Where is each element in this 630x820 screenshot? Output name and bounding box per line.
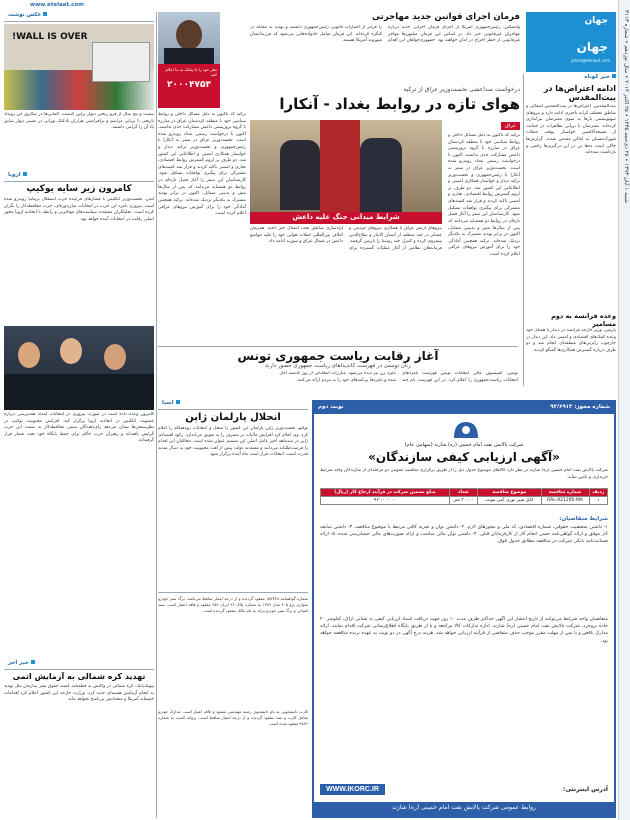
ad-number: شماره مجوز: ۹۳/۶۹۱۳ <box>550 404 610 410</box>
tunisia-body: تونس، کمیسیون عالی انتخابات تونس فهرست نامزدهای انتخابات ریاست‌جمهوری را اعلام کرد. در این فهرست نام چند نامزد زن نیز دیده می‌شود. مبارزات انتخاباتی از روز گذشته آغاز شده و نامزدها برنامه‌های خود را به مردم ارائه می‌کنند. <box>280 371 518 383</box>
lead-body-continued: ترکیه که تاکنون به دلیل مسائل داخلی و روابط سیاسی خود با منطقه کردستان عراق در مبارزه با گروه تروریستی داعش مشارکت جدی نداشته، اکنون با درخواست رسمی بغداد روبه‌رو شده است. نخست‌وزیر عراق در سفر به آنکارا با رئیس‌جمهوری و نخست‌وزیر ترکیه دیدار و خواستار همکاری امنیتی و اطلاعاتی این کشور شد. دو طرف بر لزوم گسترش روابط اقتصادی، تجاری و امنیتی تاکید کردند و قرار شد کمیته‌های مشترکی برای پیگیری توافقات تشکیل شود. کارشناسان این سفر را آغاز فصل تازه‌ای در روابط دو همسایه می‌دانند که پس از سال‌ها تنش و بدبینی متقابل، اکنون در برابر تهدید مشترک به یکدیگر نزدیک شده‌اند. ترکیه همچنین آمادگی خود را برای آموزش نیروهای عراقی اعلام کرده است. <box>158 112 246 217</box>
obama-story <box>250 12 520 82</box>
picture-news-label-bar <box>4 12 154 22</box>
header-strip <box>0 0 630 12</box>
europe-body: لندن، نخست‌وزیر انگلیس با فشارهای فزاینده حزب استقلال بریتانیا روبه‌رو شده است. پیروزی نامزد این حزب در انتخابات میان‌دوره‌ای، حزب محافظه‌کار را نگران کرده است. تحلیلگران معتقدند سیاست‌های مهاجرتی و رابطه با اتحادیه اروپا محور اصلی رقابت در انتخابات آینده خواهد بود. <box>4 197 154 222</box>
date-line: شنبه ۱ آبان ۱۳۹۳ • ۲۸ ذی‌حجه ۱۴۳۵ • ۲۵ اکتبر ۲۰۱۴ • سال نوزدهم • شماره ۳۱۱۳ <box>623 10 629 203</box>
region-tag: عراق <box>501 122 520 130</box>
classifieds-text: شماره گواهینامه ۱۵۲۳۴۸ مفقود گردیده و از درجه اعتبار ساقط می‌باشد. برگ سبز خودرو سواری پژو ۴۰۵ مدل ۱۳۸۹ به شماره پلاک ۲۲ ایران ۴۵۶ مفقود و فاقد اعتبار است. سند کمپانی و برگ سبز خودرو پراید به نام مالک مفقود گردیده است. <box>158 596 308 613</box>
brief-body: بیت‌المقدس، اعتراض‌ها در بیت‌المقدس اشغالی و مناطق مختلف کرانه باختری ادامه دارد و نیروهای صهیونیستی بارها به سوی معترضان تیراندازی کرده‌اند. معترضان با برپایی تظاهرات در حمایت از مسجدالاقصی خواستار توقف حملات شهرک‌نشینان به اماکن مقدس شدند. گزارش‌ها حاکی است ده‌ها تن در این درگیری‌ها زخمی و بازداشت شده‌اند. <box>526 104 616 156</box>
korea-label-bar <box>4 660 154 670</box>
ad-website-link[interactable]: WWW.IKORC.IR <box>320 784 385 795</box>
parliament-photo <box>4 326 154 410</box>
europe-body-continued: کامرون وعده داده است در صورت پیروزی در انتخابات آینده، همه‌پرسی درباره عضویت انگلیس در اتحادیه اروپا برگزار کند. افزایش محبوبیت یوکیپ در نظرسنجی‌ها نشان می‌دهد رای‌دهندگان سنتی محافظه‌کار به سمت این حزب گرایش یافته‌اند و رهبران حزب حاکم برای حفظ پایگاه خود تحت فشار قرار گرفته‌اند. <box>4 412 154 444</box>
sub-story-body: نیروهای ارتش عراق با همکاری نیروهای مردمی و عشایر در چند منطقه از استان الانبار و صلاح‌الدین پیشروی کرده و کنترل چند روستا را بازپس گرفتند. فرماندهان نظامی از آغاز عملیات گسترده برای آزادسازی مناطق تحت اشغال خبر دادند. همزمان ائتلاف بین‌المللی حملات هوایی خود را علیه مواضع داعش در شمال عراق و سوریه ادامه داد. <box>250 226 442 251</box>
leaders-photo <box>250 120 442 212</box>
ad-details: متقاضیان واجد شرایط می‌توانند از تاریخ انتشار این آگهی حداکثر ظرف مدت ۱۰ روز جهت دریافت اسناد ارزیابی کیفی به نشانی اراک، کیلومتر ۲۰ جاده بروجرد، شرکت پالایش نفت امام خمینی (ره) شازند، اداره تدارکات کالا مراجعه و یا از طریق پایگاه اطلاع‌رسانی شرکت اقدام نمایند. ارائه مدارک ناقص و یا پس از مهلت مقرر موجب حذف متقاضی از فرآیند ارزیابی خواهد شد. هزینه درج آگهی در دو نوبت به عهده برنده مناقصه خواهد بود. <box>320 617 608 644</box>
brief-body: پاریس، وزیر خارجه فرانسه در دیدار با همتای خود وعده کمک‌های اقتصادی و امنیتی داد. این دیدار در چارچوب رایزنی‌های منطقه‌ای انجام شد و دو طرف درباره گسترش همکاری‌ها گفتگو کردند. <box>526 328 616 353</box>
korea-headline: تهدید کره شمالی به آزمایش اتمی <box>12 672 146 681</box>
korea-label: خبر آخر <box>4 660 154 666</box>
edge-band <box>618 0 630 820</box>
sms-number[interactable]: ۲۰۰۰۴۷۵۳ <box>167 80 211 90</box>
picture-caption <box>4 112 154 170</box>
news-label: خبر کوتاه <box>526 74 616 80</box>
table-cell: ۹۶٬۰۰۰٬۰۰۰ <box>321 497 450 505</box>
brief-headline: ادامه اعتراض‌ها در بیت‌المقدس <box>543 84 616 102</box>
tunisia-headline: آغاز رقابت ریاست جمهوری تونس <box>237 349 439 363</box>
lead-body: ترکیه که تاکنون به دلیل مسائل داخلی و روابط سیاسی خود با منطقه کردستان عراق در مبارزه با گروه تروریستی داعش مشارکت جدی نداشته، اکنون با درخواست رسمی بغداد روبه‌رو شده است. نخست‌وزیر عراق در سفر به آنکارا با رئیس‌جمهوری و نخست‌وزیر ترکیه دیدار و خواستار همکاری امنیتی و اطلاعاتی این کشور شد. دو طرف بر لزوم گسترش روابط اقتصادی، تجاری و امنیتی تاکید کردند و قرار شد کمیته‌های مشترکی برای پیگیری توافقات تشکیل شود. کارشناسان این سفر را آغاز فصل تازه‌ای در روابط دو همسایه می‌دانند که پس از سال‌ها تنش و بدبینی متقابل، اکنون در برابر تهدید مشترک به یکدیگر نزدیک شده‌اند. ترکیه همچنین آمادگی خود را برای آموزش نیروهای عراقی اعلام کرده است. <box>448 133 520 257</box>
picture-caption-text: بیست و پنج سال از فرو ریختن دیوار برلین گذشت. آلمانی‌ها در سالروز این رویداد تاریخی با برپایی مراسم و برافراشتن هزاران بادکنک نورانی در مسیر دیوار سابق یاد آن را گرامی داشتند. <box>4 112 154 131</box>
story-headline: فرمان اجرای قوانین جدید مهاجرتی <box>372 12 520 22</box>
table-header: تعداد <box>449 489 477 497</box>
tunisia-story <box>158 346 518 398</box>
story-body: واشنگتن، رئیس‌جمهوری آمریکا از اجرای فرمان اجرایی جدید درباره مهاجران غیرقانونی خبر داد. بر اساس این فرمان میلیون‌ها مهاجر غیرقانونی از خطر اخراج در امان خواهند بود. جمهوری‌خواهان این اقدام را فراتر از اختیارات قانونی رئیس‌جمهوری دانسته و تهدید به مقابله در کنگره کرده‌اند. این فرمان شامل خانواده‌هایی می‌شود که فرزندانشان شهروند آمریکا هستند. <box>250 25 520 44</box>
table-cell: ۳۰۰۰۰ متر <box>449 497 477 505</box>
sub-story <box>250 226 442 344</box>
sms-label: نظر خود را با پیامک به ما اعلام کنید <box>165 67 217 77</box>
ad-stage: نوبت دوم <box>318 404 344 410</box>
website-link[interactable]: www.etelaat.com <box>30 2 84 8</box>
table-row <box>321 497 608 505</box>
sms-box <box>158 64 220 108</box>
table-cell: کابل فیبر نوری آنتی مونت <box>478 497 542 505</box>
ad-footer: روابط عمومی شرکت پالایش نفت امام خمینی (ره) شازند <box>392 804 536 811</box>
japan-story <box>158 412 308 588</box>
ad-title: «آگهی ارزیابی کیفی سازندگان» <box>368 450 560 464</box>
ad-company: شرکت پالایش نفت امام خمینی (ره) شازند (سهامی عام) <box>404 442 524 448</box>
column-divider <box>523 74 524 386</box>
brief-headline: وعده فرانسه به دوم مسامیر <box>551 312 616 328</box>
section-title: جهان <box>576 40 608 54</box>
classifieds <box>158 592 308 818</box>
lead-headline: هوای تازه در روابط بغداد - آنکارا <box>279 95 520 113</box>
section-banner <box>526 12 616 72</box>
japan-headline: انحلال پارلمان ژاپن <box>185 412 281 423</box>
company-logo-icon <box>450 418 482 440</box>
bullet-icon <box>612 74 616 78</box>
ad-top-bar <box>314 402 614 414</box>
wall-text: WALL IS OVER! <box>12 32 88 42</box>
column-divider <box>156 12 157 818</box>
paper-logo: جهان <box>584 16 608 26</box>
picture-news-label: عکس نوشت <box>4 12 154 18</box>
europe-continued <box>4 412 154 656</box>
table-header: مبلغ تضمین شرکت در فرآیند ارجاع کار (ریال) <box>321 489 450 497</box>
table-header: شماره مناقصه <box>541 489 589 497</box>
lead-body-column <box>448 112 520 344</box>
berlin-wall-photo <box>4 24 154 110</box>
europe-story <box>4 184 154 324</box>
table-cell: RAL-921295-MA <box>541 497 589 505</box>
table-cell: ۱ <box>589 497 607 505</box>
table-header: ردیف <box>589 489 607 497</box>
ad-contact <box>320 784 608 798</box>
tender-table <box>320 488 608 505</box>
sub-headline-bar <box>250 212 442 224</box>
europe-label: اروپا <box>4 172 154 178</box>
contact-label: آدرس اینترنتی: <box>562 786 608 793</box>
ad-intro: شرکت پالایش نفت امام خمینی (ره) شازند در نظر دارد کالاهای موضوع جدول ذیل را از طریق برگزاری مناقصه عمومی دو مرحله‌ای از سازندگان واجد شرایط خریداری و تامین نماید. <box>320 468 608 480</box>
sub-headline: شرایط میدانی جنگ علیه داعش <box>292 213 400 221</box>
tunisia-kicker: زنان تونسی در فهرست کاندیداهای ریاست جمهوری حضور دارند <box>265 363 411 369</box>
japan-body: توکیو، نخست‌وزیر ژاپن پارلمان این کشور را منحل و انتخابات زودهنگام را اعلام کرد. وی اعلام کرد افزایش مالیات بر مصرف را به تعویق می‌اندازد. رکود اقتصادی ژاپن در سه‌ماهه اخیر عامل اصلی این تصمیم عنوان شده است. مخالفان این اقدام را فرصت‌طلبانه می‌دانند و معتقدند دولت پیش از افت محبوبیت خود به دنبال تمدید قدرت است. انتخابات قرار است ماه آینده برگزار شود. <box>158 426 308 458</box>
tender-ad <box>312 400 616 818</box>
korea-body: پیونگ‌یانگ، کره شمالی در واکنش به قطعنامه کمیته حقوق بشر سازمان ملل تهدید به انجام آزمایش هسته‌ای جدید کرد. وزارت خارجه این کشور اعلام کرد اقدامات خصمانه آمریکا و متحدانش بی‌پاسخ نخواهد ماند. <box>4 684 154 703</box>
europe-label-bar <box>4 172 154 182</box>
japan-label-bar <box>158 400 308 410</box>
section-email: jahan@etelaat.com <box>571 58 610 63</box>
jahan-briefs <box>526 74 616 386</box>
table-header: موضوع مناقصه <box>478 489 542 497</box>
lead-continuation <box>158 112 246 344</box>
conditions-title: شرایط متقاضیان: <box>559 516 608 522</box>
lead-kicker: درخواست ضداعشی نخست‌وزیر عراق از ترکیه <box>403 86 520 93</box>
ad-conditions: ۱- داشتن شخصیت حقوقی، شماره اقتصادی، کد ملی و مجوزهای لازم. ۲- داشتن توان و تجربه کافی مرتبط با موضوع مناقصه. ۳- داشتن سابقه کار موفق و ارائه گواهی‌نامه حسن انجام کار از کارفرمایان قبلی. ۴- داشتن توان مالی مناسب و ارائه صورت‌های مالی حسابرسی شده. ۵- ارائه ضمانت‌نامه بانکی شرکت در مناقصه مطابق جدول فوق. <box>320 525 608 545</box>
classifieds-text: کارت دانشجویی به نام دانشجوی رشته مهندسی مفقود و فاقد اعتبار است. مدارک خودرو شامل کارت و سند مفقود گردیده و از درجه اعتبار ساقط است. پروانه کسب به شماره ۹۸۷۶ مفقود شده است. <box>158 709 308 726</box>
table-header-row <box>321 489 608 497</box>
europe-headline: کامرون زیر سایه یوکیپ <box>26 184 132 194</box>
japan-label: آسیا <box>158 400 308 406</box>
korea-story <box>4 672 154 818</box>
ad-footer-bar <box>314 802 614 816</box>
